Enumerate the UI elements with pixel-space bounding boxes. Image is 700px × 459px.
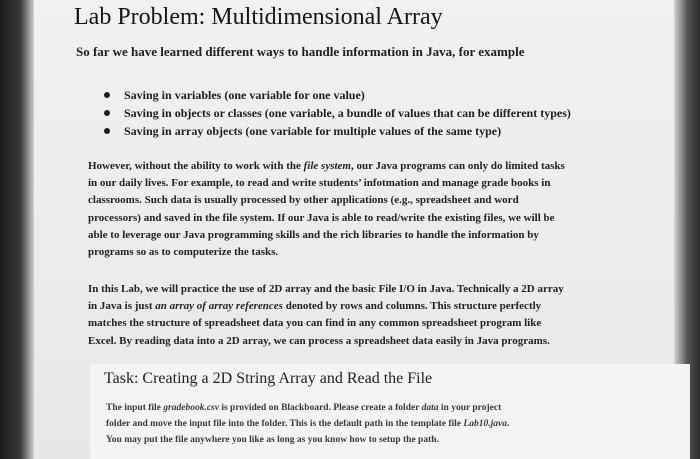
bullet-icon (104, 110, 110, 116)
task-description: The input file gradebook.csv is provided on Blackboard. Please create a folder data in your project folder and move the input file into the folder. This is the default path in the template file Lab10.java. You may put the file anywhere you like as long as you know how to setup the path. (106, 403, 510, 445)
task-heading: Task: Creating a 2D String Array and Read the File (104, 370, 433, 387)
paragraph-file-system: However, without the ability to work with the file system, our Java programs can only do limited tasks in our daily lives. For example, to read and write students’ infotmation and manage grade books in classrooms. Such data is usually processed by other applications (e.g., spreadsheet and word processors) and saved in the file system. If our Java is able to read/write the existing files, we will be able to leverage our Java programming skills and the rich libraries to handle the information by programs so as to computerize the tasks. (88, 160, 565, 259)
bullet-icon (104, 128, 110, 134)
list-item: Saving in array objects (one variable for multiple values of the same type) (104, 122, 571, 140)
list-item: Saving in variables (one variable for one value) (104, 86, 571, 104)
bullet-icon (104, 92, 110, 98)
page-title: Lab Problem: Multidimensional Array (74, 4, 443, 30)
photo-edge-left (0, 0, 34, 459)
intro-text: So far we have learned different ways to handle information in Java, for example (76, 44, 525, 59)
bullet-list (104, 86, 571, 140)
paragraph-2d-array: In this Lab, we will practice the use of 2D array and the basic File I/O in Java. Technically a 2D array in Java is just an array of array references denoted by rows and columns. This structure perfectly matches the structure of spreadsheet data you can find in any common spreadsheet program like Excel. By reading data into a 2D array, we can process a spreadsheet data easily in Java programs. (88, 283, 564, 347)
list-item: Saving in objects or classes (one variable, a bundle of values that can be different types) (104, 104, 571, 122)
